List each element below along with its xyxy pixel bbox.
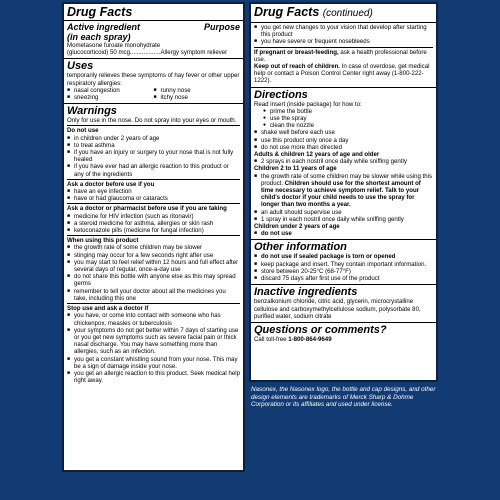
ask-doctor-pharmacist-list [67, 213, 240, 235]
list-item: ● clean the nozzle [254, 122, 433, 129]
list-item: ■ you have, or come into contact with someone who has chickenpox, measles or tuberculosis [67, 312, 240, 326]
children-growth-bold: Children should use for the shortest amount of time necessary to achieve symptom relief. Talk to your child's doctor if your child needs to use the spray for longer than two months a year. [261, 179, 421, 209]
children-heading: Children 2 to 11 years of age [254, 165, 337, 173]
list-item: ■ nasal congestion [67, 87, 154, 94]
do-not-use-heading: Do not use [67, 127, 99, 135]
warnings-heading: Warnings [67, 105, 117, 118]
questions-section [251, 323, 436, 345]
inactive-ingredients-section [251, 285, 436, 323]
list-item: ■ have an eye infection [67, 188, 240, 195]
list-item: ■ use this product only once a day [254, 137, 433, 144]
drug-facts-title-right: Drug Facts [254, 5, 320, 19]
directions-list [254, 129, 433, 151]
list-item: ■ discard 75 days after first use of the product [254, 275, 433, 282]
uses-heading: Uses [67, 60, 94, 73]
list-item: ■ if you have an injury or surgery to your nose that is not fully healed [67, 149, 240, 163]
drug-facts-panel-left [62, 2, 245, 472]
when-using-heading: When using this product [67, 237, 139, 245]
other-information-list [254, 253, 433, 282]
list-item: ■ do not use if sealed package is torn or opened [254, 253, 433, 260]
active-ingredient-line1: Mometasone furoate monohydrate [67, 42, 161, 49]
list-item: ■ do not use [254, 230, 433, 237]
pregnant-bold: If pregnant or breast-feeding, [254, 48, 339, 56]
warnings-section [64, 104, 243, 386]
under-two-heading: Children under 2 years of age [254, 223, 340, 231]
list-item: ■ to treat asthma [67, 142, 240, 149]
list-item: ■ you may start to feel relief within 12 hours and full effect after several days of regular, once-a-day use [67, 259, 240, 273]
list-item: ■ do not use more than directed [254, 144, 433, 151]
drug-facts-title: Drug Facts [64, 4, 243, 21]
list-item: ■ store between 20-25°C (68-77°F) [254, 268, 433, 275]
active-ingredient-section [64, 21, 243, 59]
uses-intro: temporarily relieves these symptoms of hay fever or other upper respiratory allergies: [67, 72, 240, 87]
drug-facts-panel-right [249, 2, 438, 382]
list-item: ■ stinging may occur for a few seconds right after use [67, 252, 240, 259]
adults-list [254, 158, 433, 165]
continued-section [251, 23, 436, 88]
warnings-intro: Only for use in the nose. Do not spray into your eyes or mouth. [67, 117, 237, 125]
questions-heading: Questions or comments? [254, 323, 387, 336]
list-item: ■ 1 spray in each nostril once daily while sniffing gently [254, 216, 433, 223]
how-to-list [254, 108, 433, 130]
pregnant-text: ask a health professional before use. [254, 48, 427, 63]
purpose-heading: Purpose [203, 22, 240, 32]
adults-heading: Adults & children 12 years of age and older [254, 151, 380, 159]
children-list [254, 173, 433, 223]
list-item: ■ ketoconazole pills (medicine for fungal infection) [67, 227, 240, 234]
ask-doctor-heading: Ask a doctor before use if you [67, 180, 155, 188]
keep-out-bold: Keep out of reach of children. [254, 63, 340, 71]
active-ingredient-subheading: (in each spray) [67, 32, 131, 42]
active-ingredient-heading: Active ingredient [67, 22, 141, 32]
list-item: ■ keep package and insert. They contain important information. [254, 261, 433, 268]
stop-use-list [67, 312, 240, 384]
list-item: ■ a steroid medicine for asthma, allergies or skin rash [67, 220, 240, 227]
directions-section [251, 88, 436, 241]
list-item: ■ in children under 2 years of age [67, 135, 240, 142]
children-growth-text: the growth rate of some children may be slower while using this product. [261, 172, 433, 187]
list-item: ■ sneezing [67, 94, 154, 101]
list-item: ■ remember to tell your doctor about all the medicines you take, including this one [67, 288, 240, 302]
list-item: ■ do not share this bottle with anyone else as this may spread germs [67, 273, 240, 287]
drug-facts-continued-title [251, 4, 436, 23]
uses-list [67, 87, 240, 101]
list-item: ■ you get new changes to your vision that develop after starting this product [254, 24, 433, 38]
questions-text: Call toll-free [254, 335, 287, 343]
phone-number: 1-800-864-9649 [288, 335, 332, 343]
continued-label: (continued) [322, 8, 373, 19]
directions-heading: Directions [254, 88, 308, 101]
ask-doctor-list [67, 188, 240, 202]
uses-section [64, 59, 243, 104]
stop-use-heading: Stop use and ask a doctor if [67, 305, 149, 313]
list-item: ■ have or had glaucoma or cataracts [67, 195, 240, 202]
other-information-heading: Other information [254, 241, 347, 254]
list-item: ■ medicine for HIV infection (such as ritonavir) [67, 213, 240, 220]
directions-intro: Read insert (inside package) for how to: [254, 100, 362, 108]
when-using-list [67, 244, 240, 302]
active-ingredient-line2: (glucocorticoid) 50 mcg..................Allergy symptom reliever [67, 49, 228, 57]
list-item: ■ your symptoms do not get better within 7 days of starting use or you get new symptoms such as severe facial pain or thick nasal discharge. You may have something more than allergies, such as an infection. [67, 327, 240, 356]
list-item: ■ you get an allergic reaction to this product. Seek medical help right away. [67, 370, 240, 384]
ask-doctor-pharmacist-heading: Ask a doctor or pharmacist before use if you are taking [67, 205, 227, 213]
list-item: ■ if you have ever had an allergic reaction to this product or any of the ingredients [67, 163, 240, 177]
continued-list [254, 24, 433, 46]
list-item: ■ you have severe or frequent nosebleeds [254, 38, 433, 45]
inactive-ingredients-text: benzalkonium chloride, citric acid, glycerin, microcrystalline cellulose and carboxymethylcellulose sodium, polysorbate 80, purified water, sodium citrate [254, 298, 421, 320]
list-item: ■ 2 sprays in each nostril once daily while sniffing gently [254, 158, 433, 165]
list-item [254, 173, 433, 209]
under-two-list [254, 230, 433, 237]
list-item: ■ the growth rate of some children may be slower [67, 244, 240, 251]
other-information-section [251, 240, 436, 285]
list-item: ■ you get a constant whistling sound from your nose. This may be a sign of damage inside your nose. [67, 356, 240, 370]
list-item: ● prime the bottle [254, 108, 433, 115]
inactive-ingredients-heading: Inactive ingredients [254, 286, 358, 299]
list-item: ■ itchy nose [154, 94, 241, 101]
list-item: ■ runny nose [154, 87, 241, 94]
do-not-use-list [67, 135, 240, 178]
list-item: ■ an adult should supervise use [254, 209, 433, 216]
trademark-footer: Nasonex, the Nasonex logo, the bottle and cap designs, and other design elements are trademarks of Merck Sharp & Dohme Corporation or its affiliates and used under license. [251, 386, 436, 409]
list-item: ● use the spray [254, 115, 433, 122]
list-item: ■ shake well before each use [254, 129, 433, 136]
keep-out-text: In case of overdose, get medical help or contact a Poison Control Center right away (1-800-222-1222). [254, 63, 430, 85]
